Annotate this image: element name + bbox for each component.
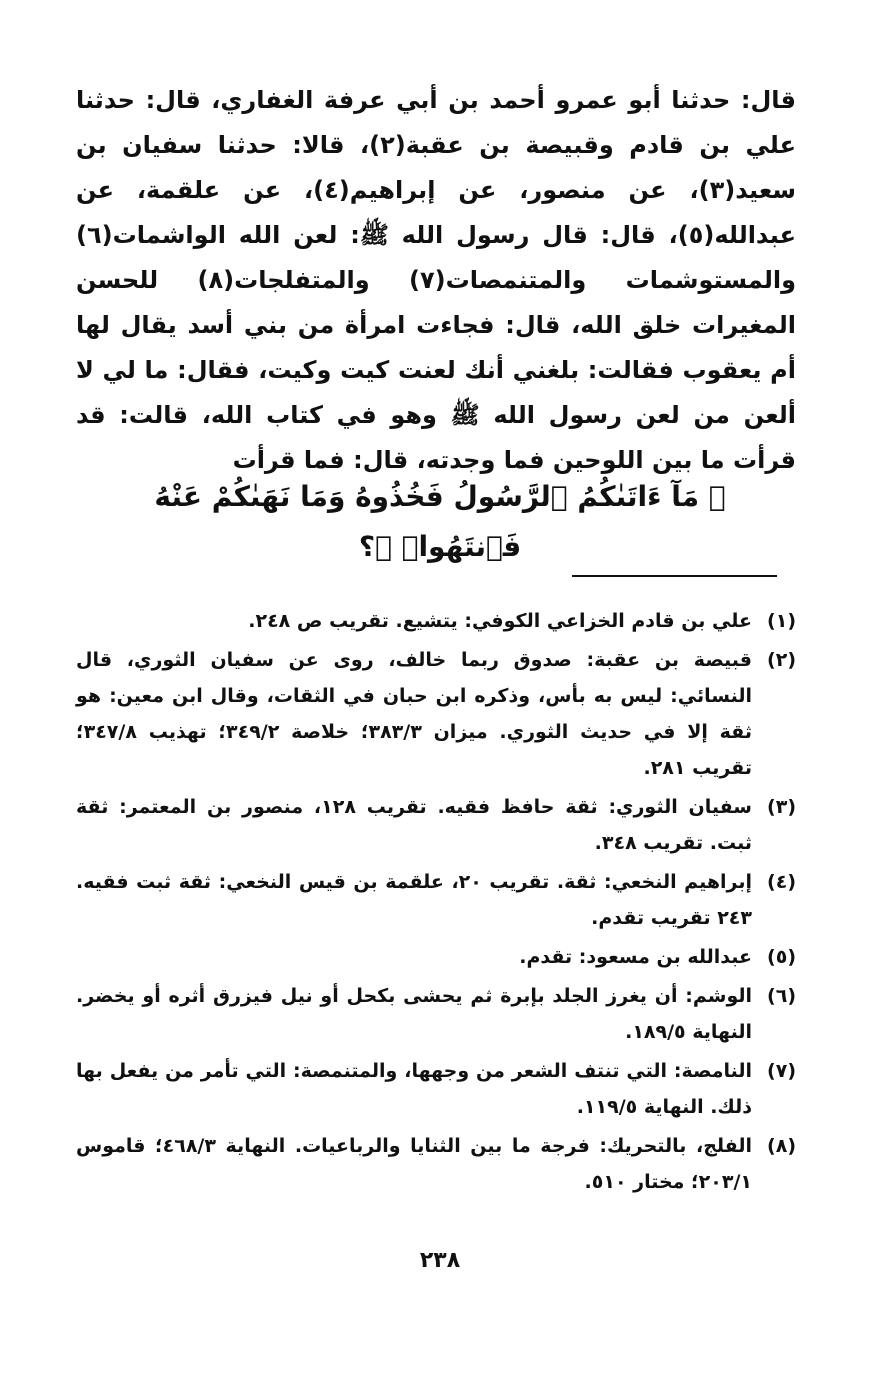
- footnotes-list: [76, 603, 796, 1203]
- quran-verse: ﴿ مَآ ءَاتَىٰكُمُ ٱلرَّسُولُ فَخُذُوهُ وَمَا نَهَىٰكُمْ عَنْهُ فَٱنتَهُوا۟ ﴾؟: [154, 480, 726, 563]
- footnote-text: إبراهيم النخعي: ثقة. تقريب ٢٠، علقمة بن قيس النخعي: ثقة ثبت فقيه. ٢٤٣ تقريب تقدم.: [76, 871, 752, 929]
- footnote-number: (٢): [767, 649, 796, 671]
- footnote-separator: [572, 575, 777, 577]
- footnote-text: قبيصة بن عقبة: صدوق ربما خالف، روى عن سفيان الثوري، قال النسائي: ليس به بأس، وذكره ابن حبان في الثقات، وقال ابن معين: هو ثقة إلا في حديث الثوري. ميزان ٣٨٣/٣؛ خلاصة ٣٤٩/٢؛ تهذيب ٣٤٧/٨؛ تقريب ٢٨١.: [76, 649, 752, 779]
- footnote-number: (٧): [767, 1060, 796, 1082]
- footnote-8: [76, 1128, 796, 1200]
- footnote-5: [76, 939, 796, 975]
- main-paragraph: قال: حدثنا أبو عمرو أحمد بن أبي عرفة الغفاري، قال: حدثنا علي بن قادم وقبيصة بن عقبة(٢)، قالا: حدثنا سفيان بن سعيد(٣)، عن منصور، عن إبراهيم(٤)، عن علقمة، عن عبدالله(٥)، قال: قال رسول الله ﷺ: لعن الله الواشمات(٦) والمستوشمات والمتنمصات(٧) والمتفلجات(٨) للحسن المغيرات خلق الله، قال: فجاءت امرأة من بني أسد يقال لها أم يعقوب فقالت: بلغني أنك لعنت كيت وكيت، فقال: ما لي لا ألعن من لعن رسول الله ﷺ وهو في كتاب الله، قالت: قد قرأت ما بين اللوحين فما وجدته، قال: فما قرأت: [76, 86, 796, 474]
- footnote-6: [76, 978, 796, 1050]
- page-number: ٢٣٨: [419, 1248, 461, 1273]
- footnote-number: (٨): [767, 1135, 796, 1157]
- footnote-number: (٦): [767, 985, 796, 1007]
- footnote-text: عبدالله بن مسعود: تقدم.: [519, 946, 752, 968]
- footnote-2: [76, 642, 796, 786]
- footnote-text: علي بن قادم الخزاعي الكوفي: يتشيع. تقريب ص ٢٤٨.: [248, 610, 752, 632]
- footnote-text: النامصة: التي تنتف الشعر من وجهها، والمتنمصة: التي تأمر من يفعل بها ذلك. النهاية ١١٩/٥.: [76, 1060, 752, 1118]
- footnote-number: (٤): [767, 871, 796, 893]
- footnote-number: (٣): [767, 796, 796, 818]
- footnote-1: [76, 603, 796, 639]
- footnote-number: (٥): [767, 946, 796, 968]
- footnote-number: (١): [767, 610, 796, 632]
- footnote-text: سفيان الثوري: ثقة حافظ فقيه. تقريب ١٢٨، منصور بن المعتمر: ثقة ثبت. تقريب ٣٤٨.: [76, 796, 752, 854]
- footnote-text: الفلج، بالتحريك: فرجة ما بين الثنايا والرباعيات. النهاية ٤٦٨/٣؛ قاموس ٢٠٣/١؛ مختار ٥١٠.: [76, 1135, 752, 1193]
- footnote-text: الوشم: أن يغرز الجلد بإبرة ثم يحشى بكحل أو نيل فيزرق أثره أو يخضر. النهاية ١٨٩/٥.: [76, 985, 752, 1043]
- footnote-7: [76, 1053, 796, 1125]
- footnote-3: [76, 789, 796, 861]
- main-text-block: [76, 78, 796, 483]
- footnote-4: [76, 864, 796, 936]
